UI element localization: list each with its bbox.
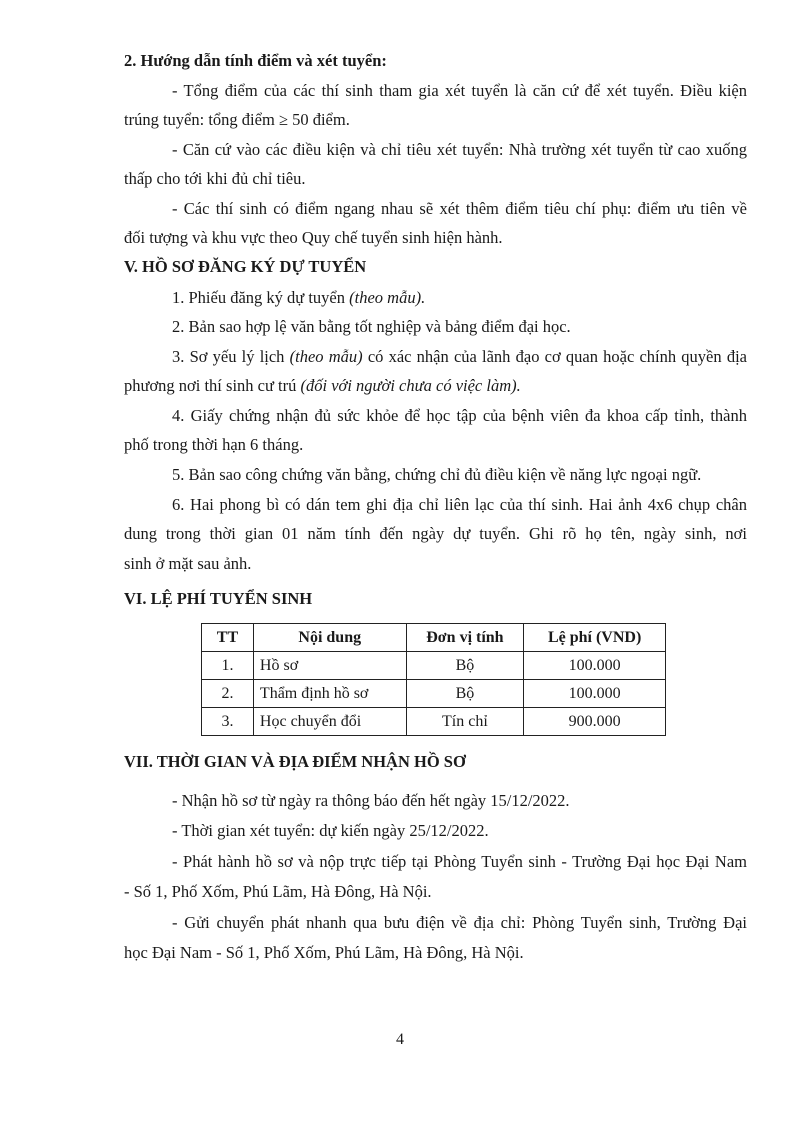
cell-fee: 100.000 (524, 680, 666, 708)
section-2-p1-line1: - Tổng điểm của các thí sinh tham gia xét tuyển là căn cứ để xét tuyển. Điều kiện (172, 81, 747, 100)
cell-unit: Tín chỉ (406, 708, 524, 736)
item-3-line2-italic: (đối với người chưa có việc làm). (300, 376, 521, 395)
section-v-item-6-line2: dung trong thời gian 01 năm tính đến ngày dự tuyển. Ghi rõ họ tên, ngày sinh, nơi (124, 524, 747, 543)
section-vii-heading: VII. THỜI GIAN VÀ ĐỊA ĐIỂM NHẬN HỒ SƠ (124, 752, 466, 771)
section-2-p3-line1: - Các thí sinh có điểm ngang nhau sẽ xét thêm điểm tiêu chí phụ: điểm ưu tiên về (172, 199, 747, 218)
section-v-heading: V. HỒ SƠ ĐĂNG KÝ DỰ TUYỂN (124, 257, 367, 276)
table-row (202, 708, 666, 736)
item-1-text: 1. Phiếu đăng ký dự tuyển (172, 288, 350, 307)
section-v-item-2: 2. Bản sao hợp lệ văn bằng tốt nghiệp và bảng điểm đại học. (172, 317, 571, 336)
section-2-p1-line2: trúng tuyển: tổng điểm ≥ 50 điểm. (124, 110, 350, 129)
item-3-line2-text: phương nơi thí sinh cư trú (124, 376, 301, 395)
cell-tt: 2. (202, 680, 254, 708)
section-2-p2-line2: thấp cho tới khi đủ chỉ tiêu. (124, 169, 306, 188)
cell-content: Học chuyển đổi (253, 708, 406, 736)
section-v-item-6-line3: sinh ở mặt sau ảnh. (124, 554, 252, 573)
page-number: 4 (396, 1031, 404, 1048)
cell-content: Thẩm định hồ sơ (253, 680, 406, 708)
section-vii-bullet-3-line2: - Số 1, Phố Xốm, Phú Lãm, Hà Đông, Hà Nội. (124, 882, 432, 901)
section-vii-bullet-2: - Thời gian xét tuyển: dự kiến ngày 25/12/2022. (172, 821, 489, 840)
section-v-item-5: 5. Bản sao công chứng văn bằng, chứng chỉ đủ điều kiện về năng lực ngoại ngữ. (172, 465, 702, 484)
cell-fee: 900.000 (524, 708, 666, 736)
item-3-text-a: 3. Sơ yếu lý lịch (172, 347, 290, 366)
table-row (202, 652, 666, 680)
cell-tt: 1. (202, 652, 254, 680)
cell-fee: 100.000 (524, 652, 666, 680)
header-tt: TT (202, 624, 254, 652)
section-vii-bullet-3-line1: - Phát hành hồ sơ và nộp trực tiếp tại Phòng Tuyển sinh - Trường Đại học Đại Nam (172, 852, 747, 871)
section-v-item-3-line2 (124, 375, 521, 397)
section-v-item-4-line2: phố trong thời hạn 6 tháng. (124, 435, 304, 454)
section-2-heading: 2. Hướng dẫn tính điểm và xét tuyển: (124, 51, 387, 70)
section-v-item-6-line1: 6. Hai phong bì có dán tem ghi địa chỉ liên lạc của thí sinh. Hai ảnh 4x6 chụp chân (172, 495, 747, 514)
item-1-italic: (theo mẫu). (349, 288, 426, 307)
cell-tt: 3. (202, 708, 254, 736)
section-vi-heading: VI. LỆ PHÍ TUYỂN SINH (124, 589, 313, 608)
cell-content: Hồ sơ (253, 652, 406, 680)
cell-unit: Bộ (406, 652, 524, 680)
section-vii-bullet-4-line1: - Gửi chuyển phát nhanh qua bưu điện về địa chỉ: Phòng Tuyển sinh, Trường Đại (172, 913, 747, 932)
fee-table (201, 623, 666, 736)
fee-table-header-row (202, 624, 666, 652)
cell-unit: Bộ (406, 680, 524, 708)
section-v-item-1 (172, 287, 425, 309)
section-v-item-3-line1 (172, 346, 747, 368)
item-3-italic: (theo mẫu) (289, 347, 363, 366)
section-vii-bullet-4-line2: học Đại Nam - Số 1, Phố Xốm, Phú Lãm, Hà Đông, Hà Nội. (124, 943, 524, 962)
section-2-p2-line1: - Căn cứ vào các điều kiện và chỉ tiêu xét tuyển: Nhà trường xét tuyển từ cao xuống (172, 140, 747, 159)
header-fee: Lệ phí (VND) (524, 624, 666, 652)
section-v-item-4-line1: 4. Giấy chứng nhận đủ sức khỏe để học tập của bệnh viên đa khoa cấp tỉnh, thành (172, 406, 747, 425)
table-row (202, 680, 666, 708)
header-content: Nội dung (253, 624, 406, 652)
header-unit: Đơn vị tính (406, 624, 524, 652)
item-3-text-b: có xác nhận của lãnh đạo cơ quan hoặc chính quyền địa (362, 347, 747, 366)
section-vii-bullet-1: - Nhận hồ sơ từ ngày ra thông báo đến hết ngày 15/12/2022. (172, 791, 570, 810)
section-2-p3-line2: đối tượng và khu vực theo Quy chế tuyển sinh hiện hành. (124, 228, 503, 247)
